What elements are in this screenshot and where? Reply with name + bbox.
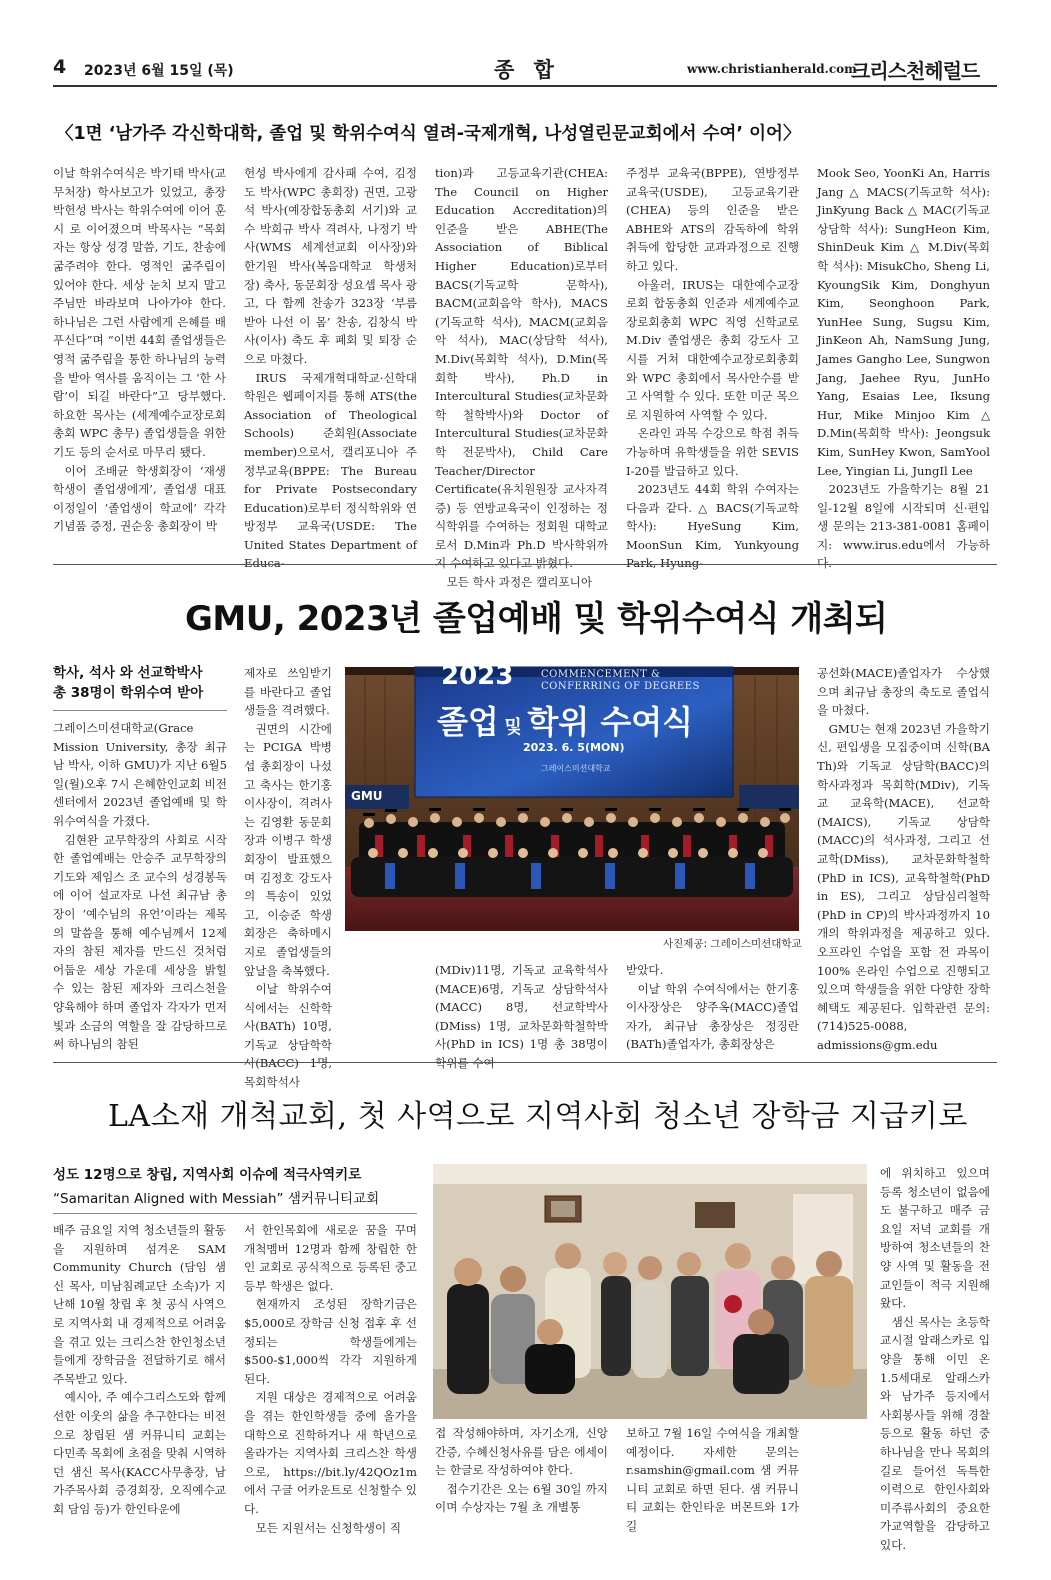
continued-col-3: [435, 164, 608, 590]
gmu-headline: GMU, 2023년 졸업예배 및 학위수여식 개최되: [185, 599, 888, 639]
paragraph: 지원 대상은 경제적으로 어려움을 겪는 한인학생들 중에 올가을 대학으로 진학하거나 새 학년으로 올라가는 지역사회 크리스찬 학생으로, https://bit.ly/42QOz1m 에서 구글 어카운트로 신청할수 있다.: [244, 1390, 417, 1516]
gmu-col-2: [244, 664, 332, 1090]
paragraph: 권면의 시간에는 PCIGA 박병섭 총회장이 나섰고 축사는 한기홍 이사장이, 격려사는 김영환 동문회장과 이병구 학생회장이 발표했으며 김정호 강도사의 특송이 있었고, 이승준 학생회장은 축하메시지로 졸업생들의 앞날을 축복했다.: [244, 721, 332, 978]
banner-title-graduation: 졸업: [437, 703, 499, 741]
subhead-rule: [53, 1213, 417, 1214]
page-number: 4: [53, 56, 67, 78]
header-rule: [53, 85, 997, 87]
gmu-subhead: [53, 663, 233, 703]
subhead-line: “Samaritan Aligned with Messiah” 샘커뮤니티교회: [53, 1191, 380, 1207]
gmu-under-photo-col-1: [435, 961, 608, 1070]
paragraph: GMU는 현재 2023년 가을학기 신, 편입생을 모집중이며 신학(BA Th)와 기독교 상담학(BACC)의 학사과정과 목회학(MDiv), 기독교 교육학(MACE), 선교학(MAICS), 기독교 상담학(MACC)의 석사과정, 그리고 선교학(DMiss), 교차문화학철학(PhD in ICS), 교육학철학(PhD in ES), 그리고 상담심리철학(PhD in CP)의 박사과정까지 10개의 학위과정을 제공하고 있다. 오프라인 수업을 포함 전 과목이 100% 온라인 수업으로 진행되고 있으며 학생들을 위한 다양한 장학혜택도 제공된다. 입학관련 문의: (714)525-0088, admissions@gm.edu: [817, 721, 990, 1052]
paragraph: 이날 학위 수여식에서는 한기홍 이사장상은 양주옥(MACC)졸업자가, 최규남 총장상은 정징란 (BATh)졸업자가, 총회장상은: [626, 981, 799, 1052]
subhead-line: 총 38명이 학위수여 받아: [53, 685, 204, 701]
sam-col-5: [880, 1164, 990, 1552]
site-url[interactable]: www.christianherald.com: [687, 62, 857, 76]
paragraph: 현재까지 조성된 장학기금은 $5,000로 장학금 신청 접후 후 선정되는 학생들에게는 $500-$1,000씩 각각 지원하게 된다.: [244, 1297, 417, 1386]
gmu-under-photo-col-2: [626, 961, 799, 1055]
paragraph: 접수기간은 오는 6월 30일 까지이며 수상자는 7월 초 개별통: [435, 1481, 608, 1515]
sam-under-photo-col-1: [435, 1424, 608, 1517]
paragraph: 모든 학사 과정은 캘리포니아: [446, 575, 593, 590]
paragraph: 이어 조배균 학생회장이 ‘재생 학생이 졸업생에게’, 졸업생 대표 이정일이 ‘졸업생이 학교에’ 각각 기념품 증정, 권순웅 총회장이 박: [53, 463, 226, 534]
paragraph: 헌성 박사에게 감사패 수여, 김정도 박사(WPC 총회장) 권면, 고광석 박사(예장합동총회 서기)와 교수 박희규 박사 격려사, 나정기 박사(WMS 세계선교회 이사장)와 한기원 박사(복음대학교 학생처장) 축사, 동문회장 성요셉 목사 광고, 다 함께 찬송가 323장 ‘부름 받아 나선 이 몸’ 찬송, 김창식 박사(이사) 축도 후 폐회 및 퇴장 순으로 마쳤다.: [244, 166, 417, 366]
paragraph: 온라인 과목 수강으로 학점 취득 가능하며 유학생들을 위한 SEVIS I-20를 발급하고 있다.: [626, 426, 799, 478]
sam-under-photo-col-2: [626, 1424, 799, 1533]
gmu-col-5: [817, 664, 990, 1055]
paragraph: 서 한인목회에 새로운 꿈을 꾸며 개척멤버 12명과 함께 창립한 한인 교회로 공식적으로 등록된 중고등부 학생은 없다.: [244, 1223, 417, 1293]
banner-english: COMMENCEMENT & CONFERRING OF DEGREES: [541, 669, 700, 692]
sam-col-1: [53, 1221, 226, 1517]
subhead-rule: [53, 710, 227, 711]
continued-col-2: [244, 164, 417, 571]
issue-date: 2023년 6월 15일 (목): [84, 63, 234, 79]
paragraph: 받았다.: [626, 963, 664, 977]
paragraph: 배주 금요일 지역 청소년들의 활동을 지원하며 섬겨온 SAM Community Church (담임 샘 신 목사, 미남침례교단 소속)가 지난해 10월 창립 후 첫 공식 사역으로 지역사회 내 경제적으로 어려움을 겪고 있는 크리스찬 한인청소년들에게 장학금을 전달하기로 해서 주목받고 있다.: [53, 1223, 226, 1386]
subhead-line: 학사, 석사 와 선교학박사: [53, 665, 203, 681]
continued-col-5: [817, 164, 990, 571]
paragraph: Mook Seo, YoonKi An, Harris Jang △ MACS(기독교학 석사): JinKyung Back △ MAC(기독교상담학 석사): SungHeon Kim, ShinDeuk Kim △ M.Div(목회학 석사): MisukCho, Sheng Li, KyoungSik Kim, Donghyun Kim, Seonghoon Park, YunHee Sung, Sugsu Kim, JinKeon Ah, NamSung Jung, James Gangho Lee, Sungwon Jang, Jaehee Ryu, JunHo Yang, Esaias Lee, Iksung Hur, Mike Minjoo Kim △ D.Min(목회학 박사): Jeongsuk Kim, SunHey Kwon, SamYool Lee, Yingian Li, JungIl Lee: [817, 166, 990, 478]
youth-group-photo-illustration: [433, 1164, 867, 1419]
newspaper-logo: 크리스천헤럴드: [851, 59, 980, 83]
paragraph: 샘신 목사는 초등학교시절 알래스카로 입양을 통해 이민 온 1.5세대로 알래스카와 남가주 등지에서 사회봉사들 위해 경찰 등으로 활동 하던 중 하나님을 만나 목회의 길로 들어선 독특한 이력으로 한인사회와 미주류사회의 중요한 가교역할을 감당하고 있다.: [880, 1314, 990, 1552]
continued-headline: 〈1면 ‘남가주 각신학대학, 졸업 및 학위수여식 열려-국제개혁, 나성열린문교회에서 수여’ 이어〉: [56, 124, 801, 144]
paragraph: 이날 학위수여식은 박기태 박사(교무처장) 학사보고가 있었고, 총장 박헌성 박사는 학위수여에 이어 훈시 로 이어졌으며 박목사는 “목회자는 항상 성경 말씀, 기도, 찬송에 굶주려야 한다. 영적인 굶주림이 있어야 한다. 세상 눈치 보지 말고 주님만 바라보며 나아가야 한다. 하나님은 그런 사람에게 은혜를 배푸신다”며 “이번 44회 졸업생들은 영적 굶주림을 통한 하나님의 능력을 받아 역사를 움직이는 그 ‘한 사람’이 되길 바란다”고 당부했다. 하요한 목사는 (세계예수교장로회총회 WPC 총무) 졸업생들을 위한 기도 등의 순서로 마무리 됐다.: [53, 166, 226, 459]
paragraph: (MDiv)11명, 기독교 교육학석사(MACE)6명, 기독교 상담학석사(MACC) 8명, 선교학박사(DMiss) 1명, 교차문화학철학박사(PhD in ICS) 1명 총 38명이 학위를 수여: [435, 963, 608, 1070]
paragraph: 공선화(MACE)졸업자가 수상했으며 최규남 총장의 축도로 졸업식을 마쳤다.: [817, 666, 990, 718]
sam-headline: LA소재 개척교회, 첫 사역으로 지역사회 청소년 장학금 지급키로: [108, 1099, 968, 1134]
subhead-line: 성도 12명으로 창립, 지역사회 이슈에 적극사역키로: [53, 1167, 362, 1183]
paragraph: 에 위치하고 있으며 등록 청소년이 없음에도 불구하고 매주 금요일 저녁 교회를 개방하여 청소년들의 찬양 사역 및 활동을 전 교인들이 적극 지원해 왔다.: [880, 1166, 990, 1311]
gmu-graduation-photo: [345, 661, 799, 931]
gmu-col-1: [53, 719, 227, 1055]
paragraph: 보하고 7월 16일 수여식을 개최할 예정이다. 자세한 문의는 r.samshin@gmail.com 샘 커뮤니티 교회로 하면 된다. 샘 커뮤니티 교회는 한인타운 버몬트와 1가길: [626, 1426, 799, 1533]
article-divider: [53, 564, 997, 565]
paragraph: 이날 학위수여식에서는 신학학사(BATh) 10명, 기독교 상담학학사(BACC) 1명, 목회학석사: [244, 982, 332, 1090]
gmu-photo-caption: 사진제공: 그레이스미션대학교: [663, 938, 802, 950]
continued-col-4: [626, 164, 799, 571]
banner-title-and: 및: [504, 717, 522, 738]
paragraph: 접 작성해야하며, 자기소개, 신앙간증, 수혜신청사유를 담은 에세이는 한글로 작성하여야 한다.: [435, 1426, 608, 1478]
sam-col-2: [244, 1221, 417, 1535]
paragraph: 김현완 교무학장의 사회로 시작한 졸업예배는 안승주 교무학장의 기도와 제임스 조 교수의 성경봉독에 이어 설교자로 나선 최규남 총장이 ‘예수님의 유언’이라는 제목의 말씀을 통해 예수님께서 12제자의 참된 제자를 만드신 것처럼 어둡운 세상 가운데 세상을 밝힐 수 있는 참된 제자와 크리스천을 양육해야 하며 졸업자 각자가 먼저 빛과 소금의 역할을 잘 감당하므로써 하나님의 참된: [53, 832, 227, 1052]
paragraph: 2023년도 44회 학위 수여자는 다음과 같다. △ BACS(기독교학 학사): HyeSung Kim, MoonSun Kim, Yunkyoung Park, Hyung-: [626, 482, 799, 571]
gmu-sign: GMU: [351, 789, 383, 803]
sam-subhead: [53, 1163, 423, 1211]
banner-date: 2023. 6. 5(MON): [523, 741, 625, 754]
paragraph: 아울러, IRUS는 대한예수교장로회 합동총회 인준과 세계예수교장로회총회 WPC 직영 신학교로 M.Div 졸업생은 총회 강도사 고시를 거쳐 대한예수교장로회총회와 WPC 총회에서 목사안수를 받고 사역할 수 있다. 또한 미군 목으로 지원하여 사역할 수 있다.: [626, 277, 799, 422]
banner-title: [437, 697, 693, 743]
paragraph: tion)과 고등교육기관(CHEA: The Council on Higher Education Accreditation)의 인준을 받은 ABHE(The Association of Biblical Higher Education)로부터 BACS(기독교학 문학사), BACM(교회음악 학사), MACS (기독교학 석사), MACM(교회음악 석사), MAC(상담학 석사), M.Div(목회학 석사), D.Min(목회학 박사), Ph.D in Intercultural Studies(교차문화학 철학박사)와 Doctor of Intercultural Studies(교차문화학 전문박사), Child Care Teacher/Director Certificate(유치원원장 교사자격증) 등 연방교육국이 인정하는 정식학위를 수여하는 정회원 대학교로서 D.Min과 Ph.D 박사학위까지 수여하고 있다고 밝혔다.: [435, 166, 608, 571]
paragraph: 모든 지원서는 신청학생이 직: [255, 1520, 402, 1535]
article-divider: [53, 1062, 997, 1063]
banner-year: 2023: [441, 661, 514, 691]
banner-title-degree: 학위 수여식: [527, 703, 694, 741]
paragraph: IRUS 국제개혁대학교·신학대학원은 웹페이지를 통해 ATS(the Association of Theological Schools) 준회원(Associate member)으로서, 캘리포니아 주정부교육(BPPE: The Bureau for Private Postsecondary Education)로부터 정식학위와 연방정부 교육국(USDE: The United States Department of Educa-: [244, 370, 417, 571]
sam-youth-photo: [433, 1164, 867, 1419]
continued-col-1: [53, 164, 226, 556]
paragraph: 그레이스미션대학교(Grace Mission University, 총장 최규남 박사, 이하 GMU)가 지난 6월5일(월)오후 7시 은혜한인교회 비전센터에서 2023년 졸업예배 및 학위수여식을 가졌다.: [53, 721, 227, 828]
banner-org: 그레이스미션대학교: [541, 764, 611, 773]
paragraph: 예시아, 주 예수그리스도와 함께 선한 이웃의 삶을 추구한다는 비전으로 창립된 샘 커뮤니티 교회는 다민족 목회에 초점을 맞춰 시역하던 샘신 목사(KACC사무총장, 남가주목사회 증경회장, 오직예수교회 담임 등)가 한인타운에: [53, 1390, 226, 1516]
paragraph: 2023년도 가을학기는 8월 21일-12월 8일에 시작되며 신·편입생 문의는 213-381-0081 홈페이지: www.irus.edu에서 가능하다.: [817, 482, 990, 571]
paragraph: 주정부 교육국(BPPE), 연방정부 교육국(USDE), 고등교육기관(CHEA) 등의 인준을 받은 ABHE와 ATS의 감독하에 학위 취득에 합당한 교과과정으로 진행하고 있다.: [626, 166, 799, 273]
section-title: 종 합: [494, 58, 560, 82]
paragraph: 제자로 쓰임받기를 바란다고 졸업생들을 격려했다.: [244, 666, 332, 718]
